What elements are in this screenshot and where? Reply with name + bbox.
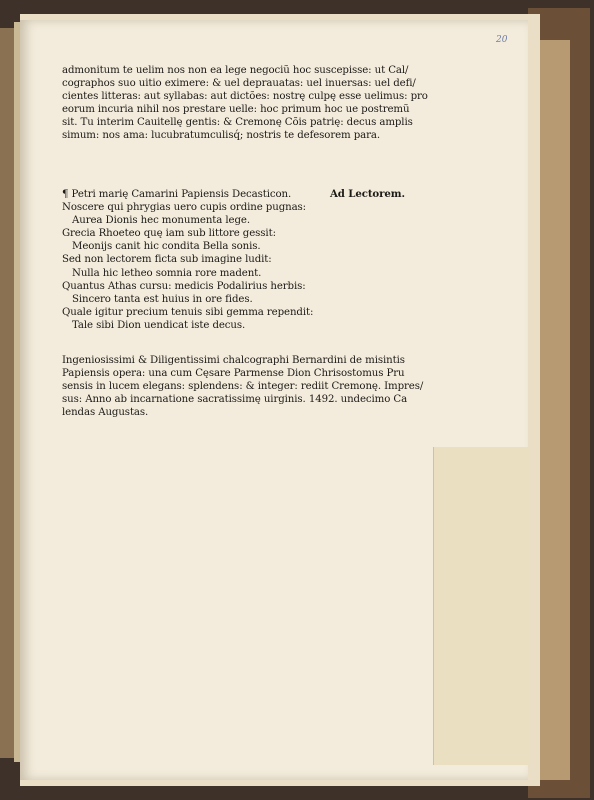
text-line: cientes litteras: aut syllabas: aut dictões: nostrę culpę esse uelimus: pro — [62, 91, 428, 103]
text-line: admonitum te uelim nos non ea lege negociũ hoc suscepisse: ut Cal/ — [62, 65, 409, 76]
poem-line: Noscere qui phrygias uero cupis ordine pugnas: — [62, 202, 307, 214]
text-line: simum: nos ama: lucubratumculisq́; nostris te defesorem para. — [62, 130, 381, 142]
colophon-block — [62, 354, 482, 419]
text-line: cographos suo uitio eximere: & uel deprauatas: uel inuersas: uel defi/ — [62, 78, 416, 90]
poem-block — [62, 188, 482, 332]
poem-line: Grecia Rhoeteo quę iam sub littore gessit: — [62, 228, 276, 240]
colophon-line: Papiensis opera: una cum Cęsare Parmense Dion Chrisostomus Pru — [62, 368, 405, 380]
poem-line: Sed non lectorem ficta sub imagine ludit: — [62, 254, 272, 266]
colophon-line: lendas Augustas. — [62, 407, 149, 419]
poem-heading: ¶ Petri marię Camarini Papiensis Decasticon. — [62, 189, 292, 200]
text-block-admonition — [62, 64, 482, 143]
folio-number: 20 — [496, 35, 508, 45]
text-line: eorum incuria nihil nos prestare uelle: hoc primum hoc ue postremũ — [62, 104, 410, 116]
poem-line: Quale igitur precium tenuis sibi gemma rependit: — [62, 306, 314, 318]
poem-to-reader: Ad Lectorem. — [330, 188, 405, 200]
book-page-edges-right — [540, 40, 570, 780]
colophon-line: Ingeniosissimi & Diligentissimi chalcographi Bernardini de misintis — [62, 355, 405, 366]
colophon-line: sensis in lucem elegans: splendens: & integer: rediit Cremonę. Impres/ — [62, 381, 424, 393]
colophon-line: sus: Anno ab incarnatione sacratissimę uirginis. 1492. undecimo Ca — [62, 394, 408, 406]
poem-line: Sincero tanta est huius in ore fides. — [72, 293, 253, 305]
text-line: sit. Tu interim Cauitellę gentis: & Cremonę Cõis patrię: decus amplis — [62, 117, 413, 129]
poem-line: Tale sibi Dion uendicat iste decus. — [72, 319, 246, 331]
poem-heading-row — [62, 188, 482, 201]
poem-line: Quantus Athas cursu: medicis Podalirius herbis: — [62, 280, 306, 292]
poem-line: Meonijs canit hic condita Bella sonis. — [72, 241, 261, 253]
poem-line: Aurea Dionis hec monumenta lege. — [72, 215, 250, 227]
paper-repair-patch — [433, 447, 530, 765]
poem-line: Nulla hic letheo somnia rore madent. — [72, 267, 262, 279]
